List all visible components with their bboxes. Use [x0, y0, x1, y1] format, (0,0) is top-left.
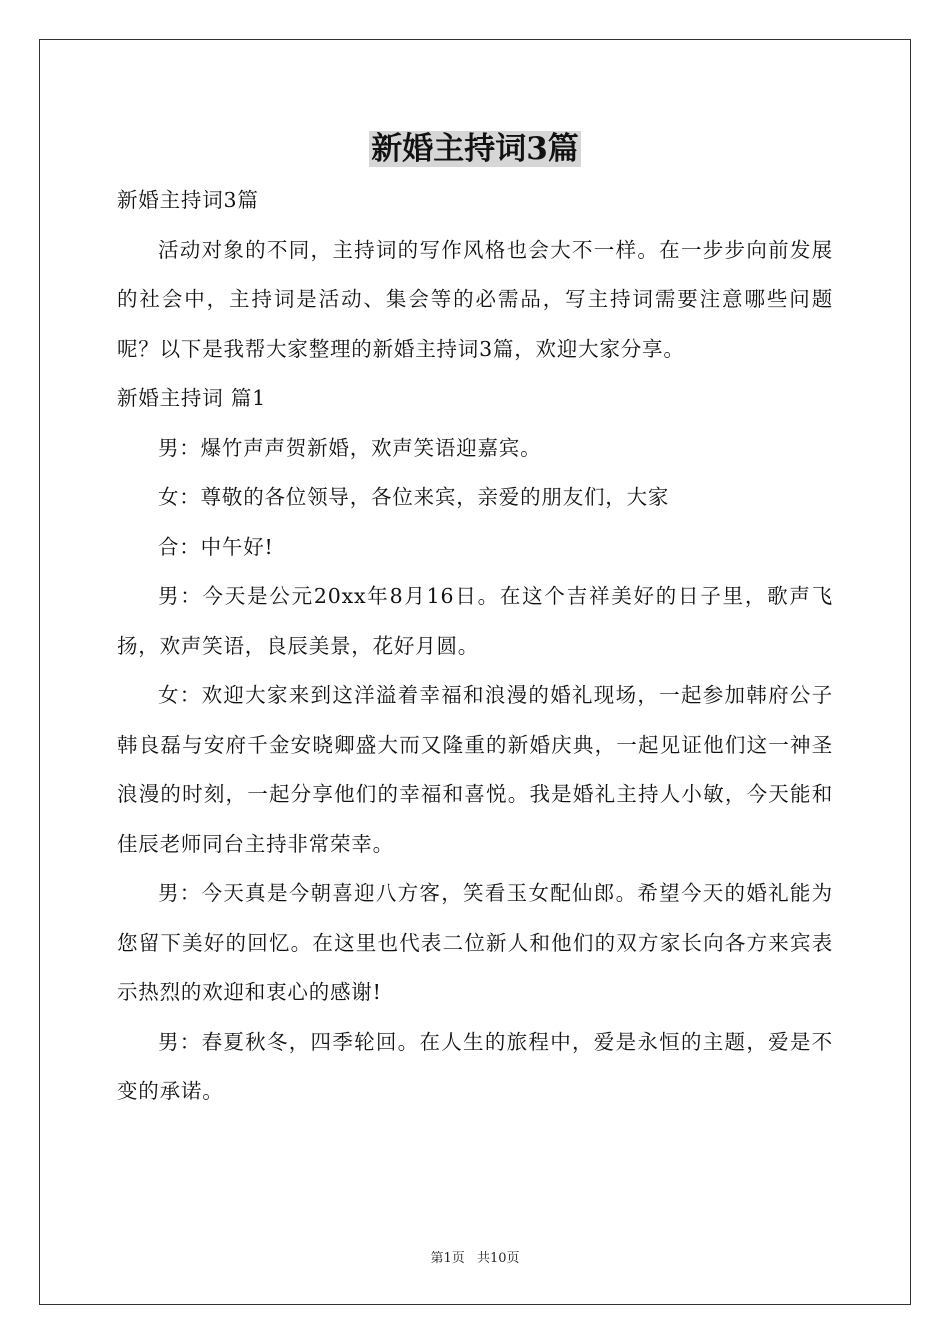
- paragraph: 男：春夏秋冬，四季轮回。在人生的旅程中，爱是永恒的主题，爱是不变的承诺。: [117, 1029, 833, 1103]
- document-body: [117, 176, 833, 1117]
- page-total: 共10页: [476, 1251, 520, 1266]
- page-number: 第1页: [430, 1251, 465, 1266]
- section-heading: 新婚主持词 篇1: [117, 386, 266, 410]
- paragraph: 合：中午好!: [158, 534, 274, 559]
- paragraph: 男：今天是公元20xx年8月16日。在这个吉祥美好的日子里，歌声飞扬，欢声笑语，良辰美景，花好月圆。: [117, 584, 833, 658]
- document-title: [0, 128, 950, 170]
- paragraph: 女：尊敬的各位领导，各位来宾，亲爱的朋友们，大家: [158, 485, 670, 509]
- paragraph: 女：欢迎大家来到这洋溢着幸福和浪漫的婚礼现场，一起参加韩府公子韩良磊与安府千金安晓卿盛大而又隆重的新婚庆典，一起见证他们这一神圣浪漫的时刻，一起分享他们的幸福和喜悦。我是婚礼主持人小敏，今天能和佳辰老师同台主持非常荣幸。: [117, 683, 833, 856]
- paragraph: 男：今天真是今朝喜迎八方客，笑看玉女配仙郎。希望今天的婚礼能为您留下美好的回忆。在这里也代表二位新人和他们的双方家长向各方来宾表示热烈的欢迎和衷心的感谢!: [117, 881, 833, 1004]
- paragraph: 新婚主持词3篇: [117, 188, 259, 212]
- paragraph: 活动对象的不同，主持词的写作风格也会大不一样。在一步步向前发展的社会中，主持词是活动、集会等的必需品，写主持词需要注意哪些问题呢？以下是我帮大家整理的新婚主持词3篇，欢迎大家分享。: [117, 237, 833, 361]
- page-footer: [0, 1247, 950, 1266]
- paragraph: 男：爆竹声声贺新婚，欢声笑语迎嘉宾。: [158, 435, 542, 460]
- document-title-text: 新婚主持词3篇: [371, 131, 579, 167]
